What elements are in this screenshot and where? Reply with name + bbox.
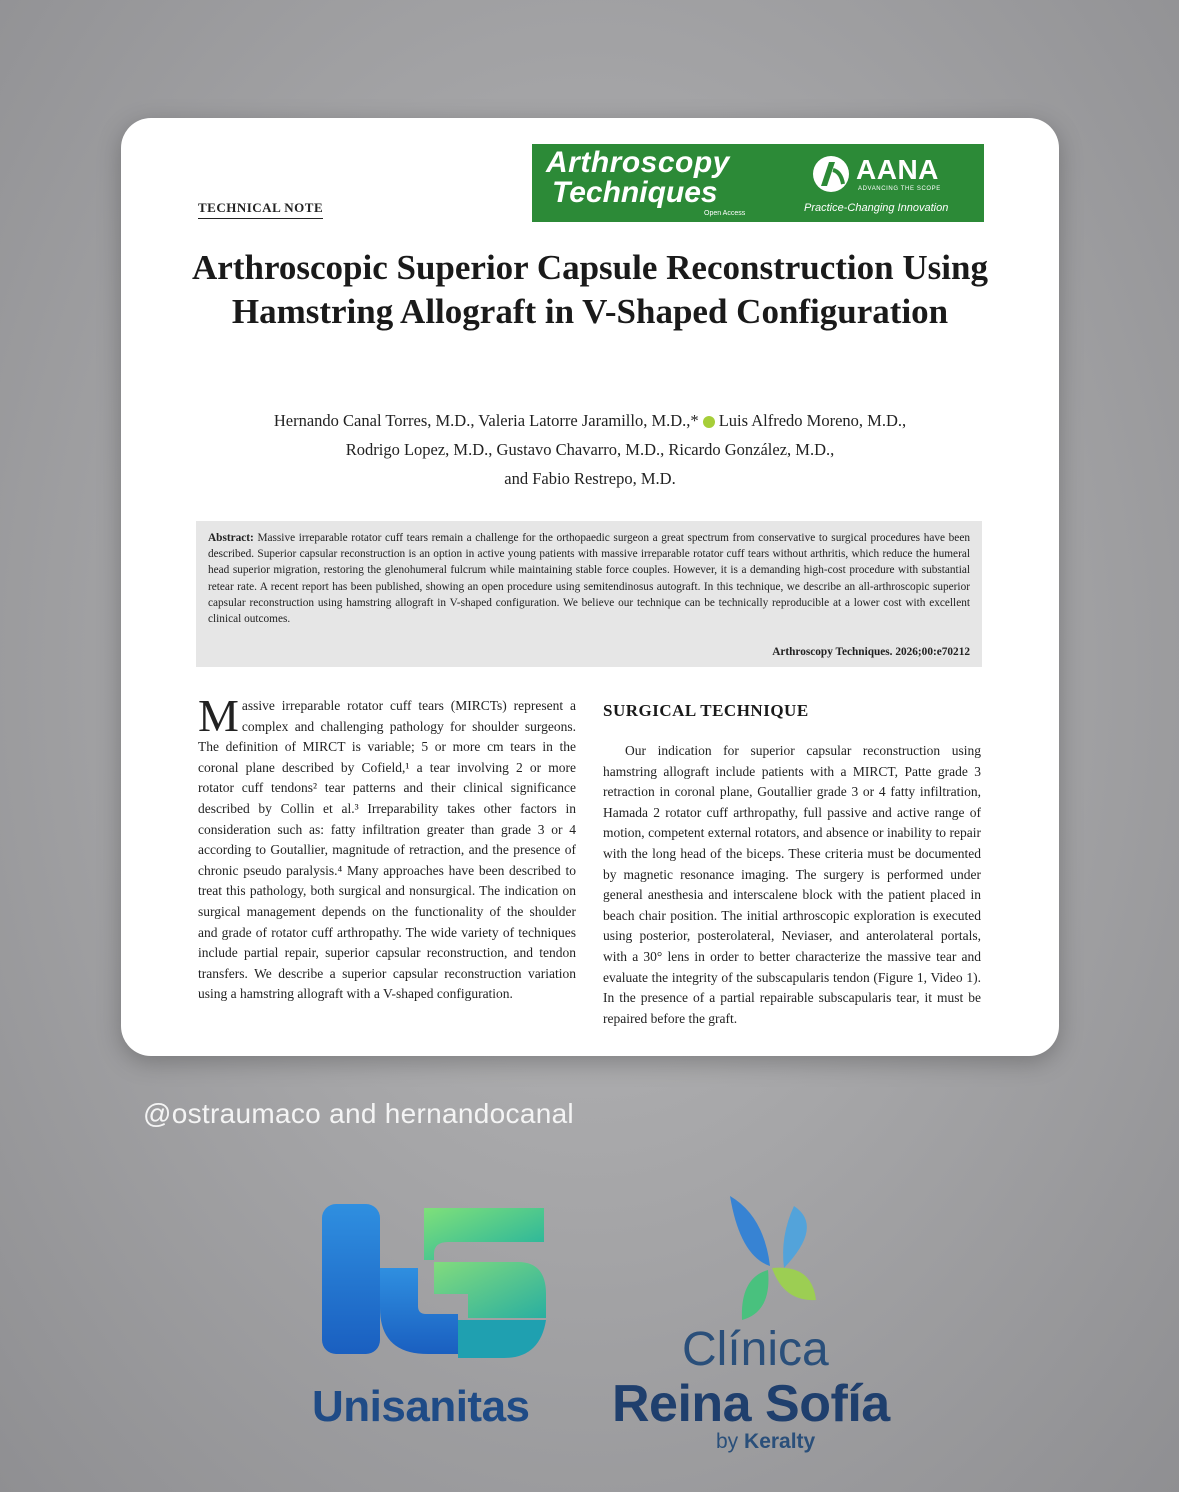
clinica-line2: Reina Sofía <box>612 1375 890 1433</box>
abstract-text: Massive irreparable rotator cuff tears remain a challenge for the orthopaedic surgeon a great spectrum from conservative to surgical procedures have been described. Superior capsular reconstruction is an option in active young patients with massive irreparable rotator cuff tears without arthritis, which reduce the humeral head superior migration, restoring the glenohumeral fulcrum while maintaining stable force couples. However, it is a demanding high-cost procedure with substantial retear rate. A recent report has been published, showing an open procedure using semitendinosus autograft. In this technique, we describe an all-arthroscopic superior capsular reconstruction using hamstring allograft in V-shaped configuration. We believe our technique can be technically reproducible at a lower cost with excellent clinical outcomes. <box>208 532 970 626</box>
aana-org-name: AANA <box>856 154 939 185</box>
abstract-label: Abstract: <box>208 532 254 544</box>
clinica-by: by <box>716 1430 739 1453</box>
journal-name-line2: Techniques <box>552 176 718 209</box>
abstract-box <box>196 521 982 667</box>
surgical-technique-text: Our indication for superior capsular reconstruction using hamstring allograft include patients with a MIRCT, Patte grade 3 retraction in coronal plane, Goutallier grade 3 or 4 fatty infiltration, Hamada 2 rotator cuff arthropathy, full passive and active range of motion, competent external rotators, and absence or inability to repair with the long head of the biceps. These criteria must be documented by magnetic resonance imaging. The surgery is performed under general anesthesia and interscalene block with the patient placed in beach chair position. The initial arthroscopic exploration is executed using posterior, posterolateral, Neviaser, and anterolateral portals, with a 30° lens in order to better characterize the massive tear and evaluate the integrity of the subscapularis tendon (Figure 1, Video 1). In the presence of a partial repairable subscapularis tear, it must be repaired before the graft. <box>603 743 981 1026</box>
authors-line1a: Hernando Canal Torres, M.D., Valeria Latorre Jaramillo, M.D.,* <box>273 411 699 430</box>
aana-tagline: ADVANCING THE SCOPE <box>858 186 941 192</box>
journal-name-line1: Arthroscopy <box>546 146 730 179</box>
clinica-line1: Clínica <box>682 1323 829 1376</box>
section-heading: SURGICAL TECHNIQUE <box>603 701 809 720</box>
section-label: TECHNICAL NOTE <box>198 200 323 219</box>
unisanitas-wordmark: Unisanitas <box>312 1382 530 1431</box>
authors-line3: and Fabio Restrepo, M.D. <box>504 469 676 488</box>
article-title: Arthroscopic Superior Capsule Reconstruction Using Hamstring Allograft in V-Shaped Configuration <box>192 248 988 331</box>
aana-logo-icon <box>811 154 851 194</box>
intro-column <box>198 690 576 1005</box>
authors-line1b: Luis Alfredo Moreno, M.D., <box>718 411 907 430</box>
intro-text: assive irreparable rotator cuff tears (MIRCTs) represent a complex and challenging pathology for shoulder surgeons. The definition of MIRCT is variable; 5 or more cm tears in the coronal plane described by Cofield,¹ a tear involving 2 or more rotator cuff tendons² tear patterns and their clinical significance described by Collin et al.³ Irreparability takes other factors in consideration such as: fatty infiltration greater than grade 3 or 4 according to Goutallier, magnitude of retraction, and the presence of chronic pseudo paralysis.⁴ Many approaches have been described to treat this pathology, both surgical and nonsurgical. The indication on surgical management depends on the functionality of the shoulder and grade of rotator cuff arthropathy. The wide variety of techniques include partial repair, superior capsular reconstruction, and tendon transfers. We describe a superior capsular reconstruction variation using a hamstring allograft with a V-shaped configuration. <box>198 698 576 1002</box>
article-card[interactable] <box>121 118 1059 1056</box>
orcid-icon[interactable] <box>703 416 715 428</box>
mention-caption[interactable]: @ostraumaco and hernandocanal <box>143 1098 574 1129</box>
authors-line2: Rodrigo Lopez, M.D., Gustavo Chavarro, M.D., Ricardo González, M.D., <box>345 440 835 459</box>
unisanitas-logo-icon <box>318 1198 550 1368</box>
clinica-brand: Keralty <box>744 1430 816 1453</box>
drop-cap: M <box>198 690 239 741</box>
journal-slogan: Practice-Changing Innovation <box>804 202 949 214</box>
open-access-label: Open Access <box>704 210 746 217</box>
author-list <box>161 406 1019 493</box>
clinica-byline <box>716 1430 815 1454</box>
corner-ring-icon <box>988 150 1022 186</box>
butterfly-logo-icon <box>720 1196 824 1324</box>
citation: Arthroscopy Techniques. 2026;00:e70212 <box>772 645 970 658</box>
journal-banner <box>532 144 984 222</box>
